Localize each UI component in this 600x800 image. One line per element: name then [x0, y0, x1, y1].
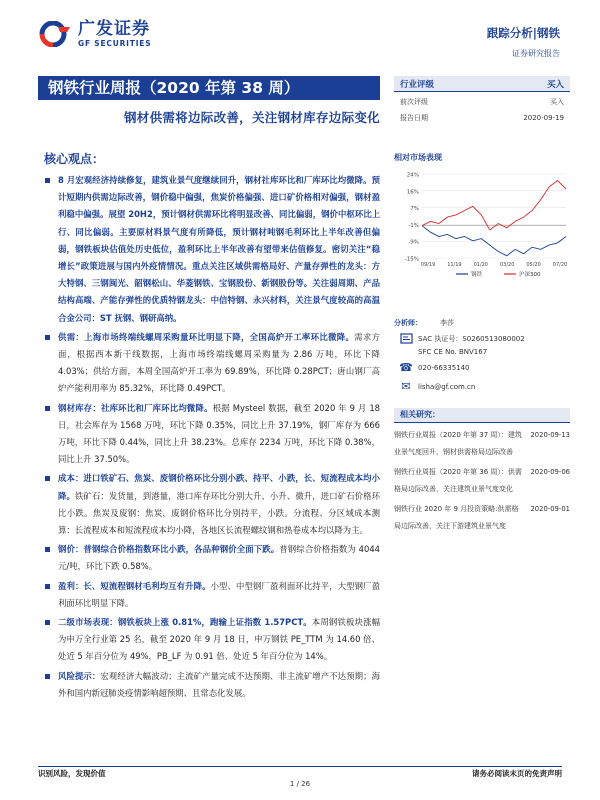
prev-rating-label: 前次评级 — [400, 98, 428, 106]
related-item-date: 2020-09-13 — [530, 431, 570, 439]
bullet-bold: 8 月宏观经济持续修复，建筑业景气度继续回升，钢材社库环比和厂库环比均微降。预计短期内供需边际改善，钢价稳中偏强，焦炭价格偏强、进口矿价格相对偏强，钢材盈利稳中偏强。展望 20H2，预计钢材供需环比将明显改善、同比偏弱，钢价中枢环比上行、同比偏弱。主要原材料景气度有所降低，预计钢材吨钢毛利环比上半年改善但偏弱，钢铁板块估值处历史低位，盈利环比上半年改善有望带来估值修复。密切关注“稳增长”政策进展与国内外疫情情况。重点关注区域供需格局好、产量存弹性的龙头：方大特钢、三钢闽光、韶钢松山、华菱钢铁、宝钢股份、新钢股份等。关注弱周期、产品结构高端、产能存弹性的优质特钢龙头：中信特钢、永兴材料，关注景气度较高的高温合金公司：ST 抚钢、钢研高纳。 — [58, 175, 380, 323]
bullet-item — [44, 470, 380, 539]
legend-label: 钢铁 — [471, 272, 483, 278]
analyst-block — [394, 313, 570, 396]
bullet-text: 需求方面，根据西本新干线数据，上海市场终端线螺周采购量为 2.86 万吨，环比下降 4.03%；供给方面，本周全国高炉开工率为 69.89%，环比降 0.28PCT；唐山钢厂高炉产能利用率为 85.32%，环比降 0.49PCT。 — [58, 331, 381, 394]
report-date-row — [394, 110, 570, 126]
sfc-number: SFC CE No. BNV167 — [418, 347, 488, 356]
x-tick-label: 03/20 — [499, 262, 515, 268]
related-item-title[interactable]: 钢铁行业周报（2020 年第 36 周）：供需格局边际改善，关注建筑业景气度变化 — [394, 468, 522, 493]
report-subtype: 证券研究报告 — [512, 49, 560, 58]
relative-performance-chart — [394, 168, 570, 280]
bullet-text: 普钢综合价格指数为 4044 元/吨，环比下跌 0.58%。 — [58, 544, 380, 572]
y-tick-label: 16% — [406, 189, 419, 196]
footer-disclaimer: 请务必阅读末页的免责声明 — [472, 769, 562, 778]
analyst-name-row — [394, 313, 570, 332]
related-item[interactable] — [394, 427, 570, 460]
perf-chart-svg — [394, 168, 570, 280]
bullet-item — [44, 400, 380, 469]
core-views-heading: 核心观点： — [44, 152, 105, 166]
id-card-icon — [394, 332, 418, 345]
report-type: 跟踪分析|钢铁 — [486, 26, 560, 40]
y-tick-label: -15% — [404, 256, 419, 263]
rating-value: 买入 — [546, 79, 564, 90]
bullet-text: 本周钢铁板块涨幅为申万全行业第 25 名，截至 2020 年 9 月 18 日，申万钢铁 PE_TTM 为 14.60 倍、处近 5 年百分位为 49%，PB_LF 为 0.91 倍、处近 5 年百分位为 14%。 — [58, 617, 381, 662]
bullet-bold: 钢价：普钢综合价格指数环比小跌，各品种钢价全面下跌。 — [58, 544, 280, 555]
x-tick-label: 09/19 — [420, 262, 436, 268]
x-tick-label: 11/19 — [447, 262, 462, 268]
bullet-bold: 钢材库存：社库环比和厂库环比均微降。 — [58, 402, 213, 413]
gf-logo-icon — [38, 21, 72, 47]
bullet-bold: 二级市场表现：钢铁板块上涨 0.81%，跑输上证指数 1.57PCT。 — [58, 617, 312, 628]
y-tick-label: -9% — [408, 239, 419, 246]
bullet-bold: 供需：上海市场终端线螺周采购量环比明显下降，全国高炉开工率环比微降。 — [58, 331, 355, 342]
report-date-label: 报告日期 — [400, 114, 428, 122]
bullet-item — [44, 541, 380, 575]
x-tick-label: 01/20 — [473, 262, 489, 268]
phone-row — [394, 358, 570, 377]
report-subtitle: 钢材供需将边际改善，关注钢材库存边际变化 — [123, 110, 380, 125]
bullet-text: 根据 Mysteel 数据，截至 2020 年 9 月 18 日，社会库存为 1568 万吨，环比下降 0.35%，同比上升 37.19%，钢厂库存为 666 万吨，环比下降 0.44%，同比上升 38.23%。总库存 2234 万吨，环比下降 0.38%，同比上升 37.50%。 — [58, 402, 380, 465]
related-item-date: 2020-09-06 — [530, 468, 570, 476]
related-item-title[interactable]: 钢铁行业 2020 年 9 月投资策略:供需格局边际改善，关注下游建筑业景气度 — [394, 505, 519, 530]
sfc-row — [394, 345, 570, 358]
perf-title — [394, 145, 570, 164]
report-type-block — [487, 25, 560, 59]
logo-chinese: 广发证券 — [78, 19, 150, 39]
core-views-body — [44, 172, 380, 704]
related-research-header: 相关研究： — [394, 408, 570, 423]
report-title: 钢铁行业周报（2020 年第 38 周） — [38, 76, 380, 100]
bullet-text: 宏观经济大幅波动；主流矿产量完成不达预期、非主流矿增产不达预期；海外和国内新冠肺炎疫情影响超预期、且常态化发展。 — [58, 670, 381, 698]
rating-label: 行业评级 — [400, 79, 435, 90]
industry-rating-header — [394, 76, 570, 92]
mail-icon: ✉ — [401, 380, 411, 393]
bullet-bold: 成本：进口铁矿石、焦炭、废钢价格环比分别小跌、持平、小跌，长、短流程成本均小降。 — [58, 473, 380, 501]
related-item[interactable] — [394, 464, 570, 497]
x-tick-label: 07/20 — [552, 262, 568, 268]
bullet-item — [44, 172, 380, 327]
related-research-list — [394, 427, 570, 534]
bullet-text: 小型、中型钢厂盈利面环比持平，大型钢厂盈利面环比明显下降。 — [58, 580, 381, 608]
page-number: 1 / 26 — [289, 780, 311, 788]
bullet-bold: 风险提示： — [58, 670, 101, 681]
bullet-item — [44, 578, 380, 612]
related-item[interactable] — [394, 501, 570, 534]
perf-title-text: 相对市场表现 — [394, 153, 442, 162]
y-tick-label: 7% — [410, 206, 419, 213]
related-item-title[interactable]: 钢铁行业周报（2020 年第 37 周）：建筑业景气度回升，钢材供需格局边际改善 — [394, 431, 522, 456]
footer-slogan: 识别风险，发现价值 — [38, 769, 106, 778]
analyst-name: 李莎 — [440, 318, 454, 327]
y-tick-label: -1% — [408, 222, 419, 229]
series-line-steel — [422, 226, 566, 256]
bullet-item — [44, 668, 380, 702]
x-tick-label: 05/20 — [526, 262, 541, 268]
y-tick-label: 24% — [406, 172, 419, 179]
series-line-csi300 — [422, 181, 566, 231]
email-address[interactable]: lisha@gf.com.cn — [418, 382, 476, 391]
phone-icon: ☎ — [399, 361, 413, 374]
bullet-bold: 盈利：长、短流程钢材毛利均互有升降。 — [58, 580, 211, 591]
analyst-label: 分析师： — [394, 318, 422, 327]
related-item-date: 2020-09-01 — [530, 505, 570, 513]
report-date-value: 2020-09-19 — [523, 114, 564, 122]
sac-number: SAC 执证号：S0260513080002 — [418, 334, 525, 343]
legend-label: 沪深300 — [519, 272, 541, 278]
sac-row — [394, 332, 570, 345]
prev-rating-value: 买入 — [550, 98, 564, 106]
bullet-item — [44, 614, 380, 666]
bullet-item — [44, 329, 380, 398]
email-row — [394, 377, 570, 396]
rating-details — [394, 94, 570, 126]
bullet-text: 铁矿石：发货量，到港量，港口库存环比分别大升、小升、微升，进口矿石价格环比小跌。焦炭及废钢：焦炭，废钢价格环比分别持平，小跌。分流程、分区域成本测算：长流程成本和短流程成本均小降，各地区长流程螺纹钢和热卷成本均以降为主。 — [58, 490, 380, 536]
prev-rating-row — [394, 94, 570, 110]
phone-number: 020-66335140 — [418, 363, 470, 372]
company-logo — [38, 20, 151, 48]
logo-english: GF SECURITIES — [78, 39, 152, 48]
page-footer — [38, 766, 562, 779]
